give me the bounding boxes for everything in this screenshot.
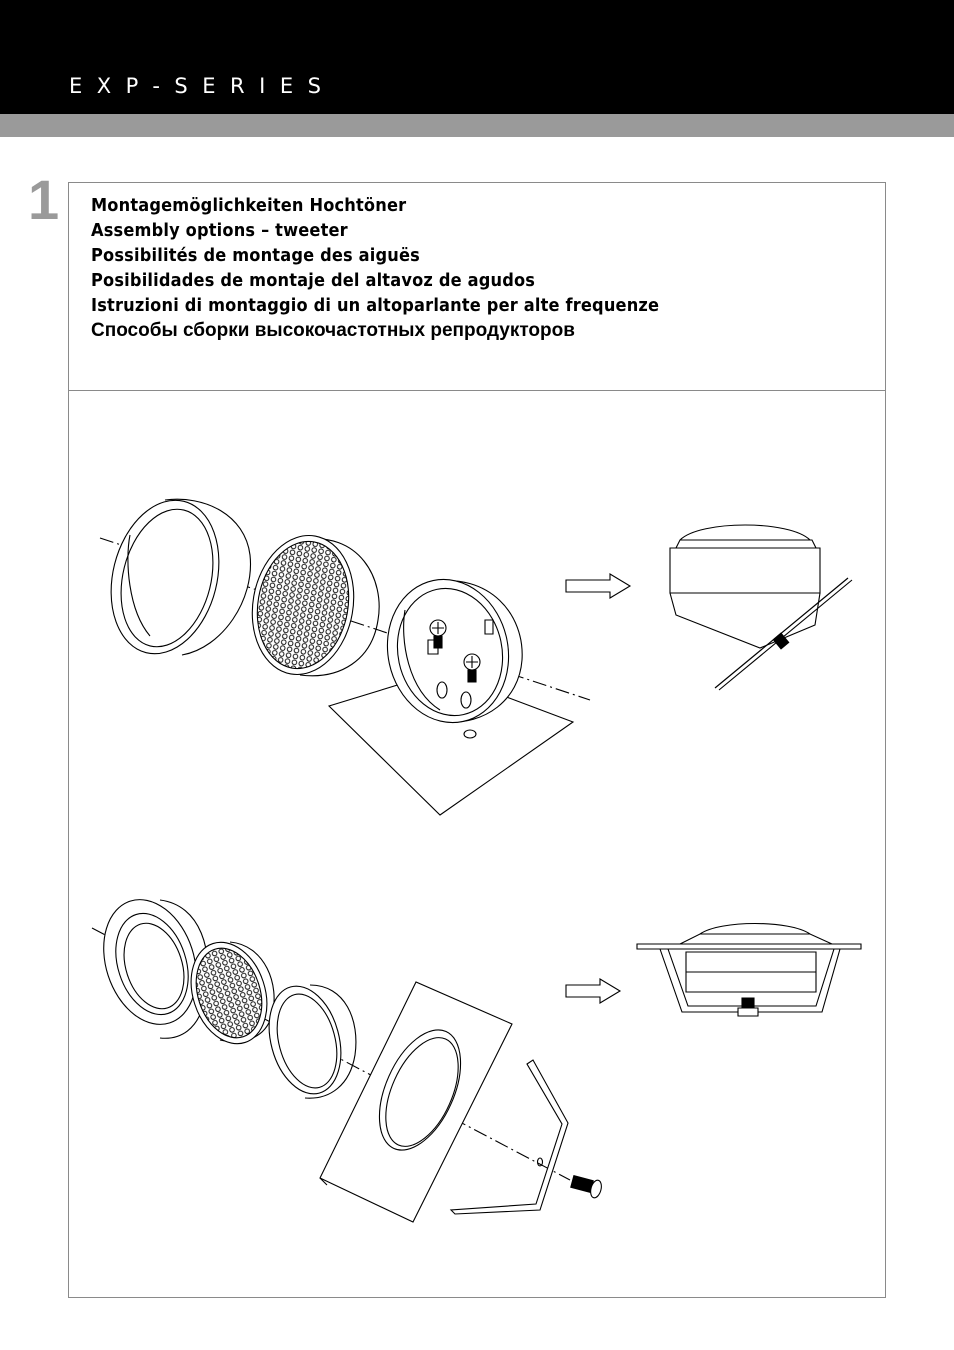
- title-fr: Possibilités de montage des aiguës: [91, 245, 421, 266]
- step-number: 1: [28, 168, 60, 231]
- screw: [571, 1176, 603, 1199]
- title-es: Posibilidades de montaje del altavoz de agudos: [91, 270, 536, 291]
- title-ru: Способы сборки высокочастотных репродукторов: [91, 320, 575, 341]
- panel-cutout: [320, 982, 512, 1222]
- flush-mount-result: [637, 924, 861, 1017]
- trim-ring: [96, 489, 251, 666]
- surface-mount-diagram: [96, 489, 852, 815]
- title-it: Istruzioni di montaggio di un altoparlante per alte frequenze: [91, 295, 660, 316]
- title-de: Montagemöglichkeiten Hochtöner: [91, 195, 407, 216]
- mounting-sleeve: [258, 978, 356, 1102]
- grille-lower: [179, 932, 280, 1053]
- surface-mount-result: [670, 525, 852, 690]
- grille: [242, 527, 380, 682]
- arrow-right-icon: [566, 979, 620, 1003]
- series-title: EXP-SERIES: [69, 74, 336, 98]
- flange-ring: [88, 888, 211, 1039]
- title-en: Assembly options – tweeter: [91, 220, 348, 241]
- flush-mount-diagram: [88, 888, 861, 1222]
- arrow-right-icon: [566, 574, 630, 598]
